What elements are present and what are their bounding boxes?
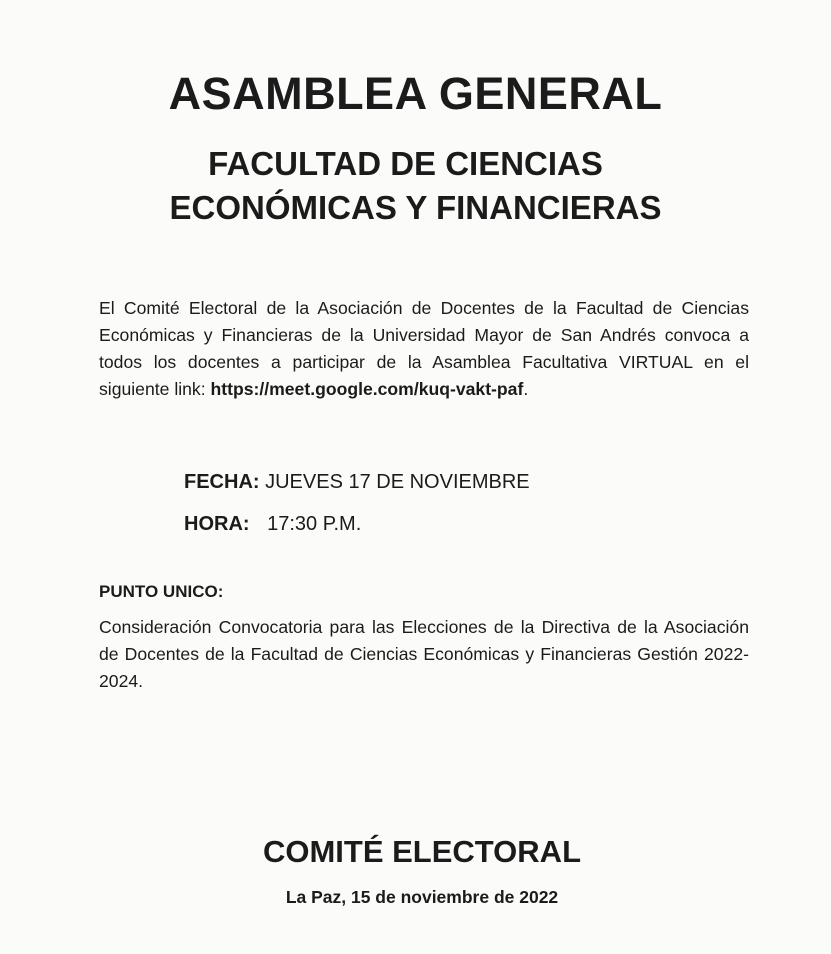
date-row — [184, 468, 530, 496]
subtitle-line-2: ECONÓMICAS Y FINANCIERAS — [169, 189, 662, 226]
intro-paragraph — [99, 295, 749, 403]
faculty-subtitle — [0, 142, 831, 230]
date-value: JUEVES 17 DE NOVIEMBRE — [265, 471, 530, 493]
agenda-text: Consideración Convocatoria para las Elecciones de la Directiva de la Asociación de Docentes de la Facultad de Ciencias Económicas y Financieras Gestión 2022-2024. — [99, 617, 749, 691]
intro-end: . — [523, 379, 529, 399]
agenda-label: PUNTO UNICO: — [99, 582, 224, 601]
meeting-link[interactable]: https://meet.google.com/kuq-vakt-paf — [210, 379, 524, 399]
subtitle-line-1: FACULTAD DE CIENCIAS — [208, 145, 603, 182]
time-label: HORA: — [184, 513, 250, 535]
intro-text: El Comité Electoral de la Asociación de Docentes de la Facultad de Ciencias Económicas y Financieras de la Universidad Mayor de San Andrés convoca a todos los docentes a participar de la Asamblea Facultativa VIRTUAL en el siguiente link: — [99, 298, 749, 399]
notice-title: ASAMBLEA GENERAL — [168, 68, 663, 119]
time-value: 17:30 P.M. — [267, 513, 362, 535]
place-and-date: La Paz, 15 de noviembre de 2022 — [285, 887, 559, 907]
signature-committee: COMITÉ ELECTORAL — [262, 834, 582, 869]
date-label: FECHA: — [184, 471, 260, 493]
time-row — [184, 510, 361, 538]
